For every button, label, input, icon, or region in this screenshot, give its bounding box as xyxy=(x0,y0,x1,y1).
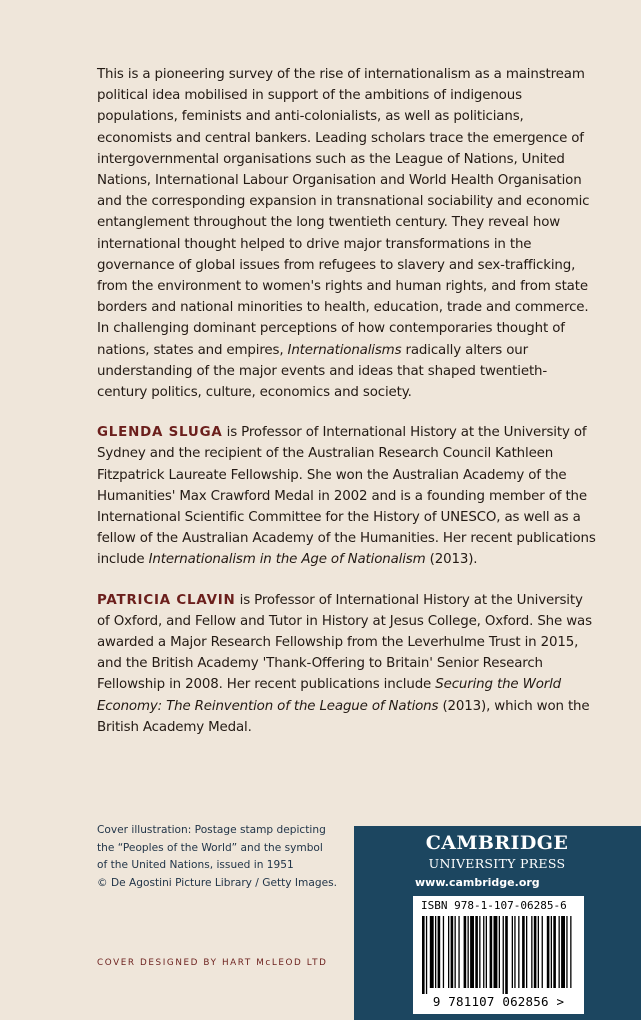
barcode-bar xyxy=(464,916,467,988)
barcode-icon xyxy=(422,916,575,994)
barcode-bar xyxy=(438,916,441,988)
barcode-bar xyxy=(505,916,508,994)
barcode-bar xyxy=(566,916,567,988)
barcode-bar xyxy=(479,916,480,988)
description-paragraph: This is a pioneering survey of the rise of internationalism as a mainstream political idea mobilised in support of the ambitions of indigenous populations, feminists and anti-colonialists, as well as politicians, economists and central bankers. Leading scholars trace the emergence of intergovernmental organisations such as the League of Nations, United Nations, International Labour Organisation and World Health Organisation and the corresponding expansion in transnational sociability and economic entanglement throughout the long twentieth century. They reveal how international thought helped to drive major transformations in the governance of global issues from refugees to slavery and sex-trafficking, from the environment to women's rights and human rights, and from state borders and national minorities to health, education, trade and commerce. In challenging dominant perceptions of how contemporaries thought of nations, states and empires, Internationalisms radically alters our understanding of the major events and ideas that shaped twentieth-century politics, culture, economics and society. xyxy=(97,67,590,401)
barcode-bar xyxy=(526,916,527,988)
barcode-bar xyxy=(551,916,552,988)
barcode-bar xyxy=(426,916,427,994)
barcode-bar xyxy=(455,916,456,988)
barcode-bar xyxy=(542,916,543,988)
barcode-bar xyxy=(512,916,513,988)
author-name-sluga: GLENDA SLUGA xyxy=(97,425,223,441)
barcode-bar xyxy=(422,916,425,994)
barcode-bar xyxy=(547,916,550,988)
publisher-website: www.cambridge.org xyxy=(415,876,540,889)
publication-title: Securing the World Economy: The Reinvention of the League of Nations xyxy=(97,677,562,714)
barcode-bar xyxy=(522,916,525,988)
barcode-bar xyxy=(451,916,454,988)
publisher-logo-line1: CAMBRIDGE xyxy=(425,832,569,854)
barcode-bar xyxy=(559,916,560,988)
barcode-bar xyxy=(538,916,539,988)
barcode-bar xyxy=(443,916,444,988)
cover-illustration-credit: Cover illustration: Postage stamp depicting the “Peoples of the World” and the symbol of the United Nations, issued in 1951 © De Agostini Picture Library / Getty Images. xyxy=(97,824,337,889)
barcode-block xyxy=(413,896,584,1014)
back-cover-blurb xyxy=(97,64,597,757)
barcode-bar xyxy=(531,916,532,988)
barcode-bar xyxy=(458,916,459,988)
author-name-clavin: PATRICIA CLAVIN xyxy=(97,592,236,608)
barcode-bar xyxy=(475,916,478,988)
barcode-bar xyxy=(503,916,504,994)
publication-title: Internationalism in the Age of Nationalism xyxy=(148,552,426,568)
barcode-bar xyxy=(430,916,434,988)
barcode-bar xyxy=(483,916,484,988)
isbn-label: ISBN 978-1-107-06285-6 xyxy=(421,899,567,912)
barcode-bar xyxy=(486,916,487,988)
barcode-bar xyxy=(435,916,436,988)
barcode-digits: 9 781107 062856 > xyxy=(432,994,565,1009)
barcode-bar xyxy=(468,916,469,988)
publisher-logo-line2: UNIVERSITY PRESS xyxy=(428,856,566,871)
book-title: Internationalisms xyxy=(287,342,402,358)
author-bio-sluga: GLENDA SLUGA is Professor of International History at the University of Sydney and the recipient of the Australian Research Council Kathleen Fitzpatrick Laureate Fellowship. She won the Australian Academy of the Humanities' Max Crawford Medal in 2002 and is a founding member of the International Scientific Committee for the History of UNESCO, as well as a fellow of the Australian Academy of the Humanities. Her recent publications include Internationalism in the Age of Nationalism (2013). xyxy=(97,425,596,568)
author-bio-clavin: PATRICIA CLAVIN is Professor of International History at the University of Oxford, and Fellow and Tutor in History at Jesus College, Oxford. She was awarded a Major Research Fellowship from the Leverhulme Trust in 2015, and the British Academy 'Thank-Offering to Britain' Senior Research Fellowship in 2008. Her recent publications include Securing the World Economy: The Reinvention of the League of Nations (2013), which won the British Academy Medal. xyxy=(97,592,592,735)
barcode-bar xyxy=(470,916,474,988)
barcode-bar xyxy=(553,916,556,988)
cover-designer-credit: COVER DESIGNED BY HART McLEOD LTD xyxy=(97,958,328,968)
barcode-bar xyxy=(514,916,515,988)
barcode-bar xyxy=(448,916,449,988)
barcode-bar xyxy=(499,916,500,988)
barcode-bar xyxy=(561,916,565,988)
barcode-bar xyxy=(534,916,537,988)
barcode-bar xyxy=(494,916,498,988)
barcode-bar xyxy=(490,916,493,988)
publisher-panel xyxy=(354,826,641,1020)
barcode-bar xyxy=(518,916,519,988)
barcode-bar xyxy=(570,916,571,988)
